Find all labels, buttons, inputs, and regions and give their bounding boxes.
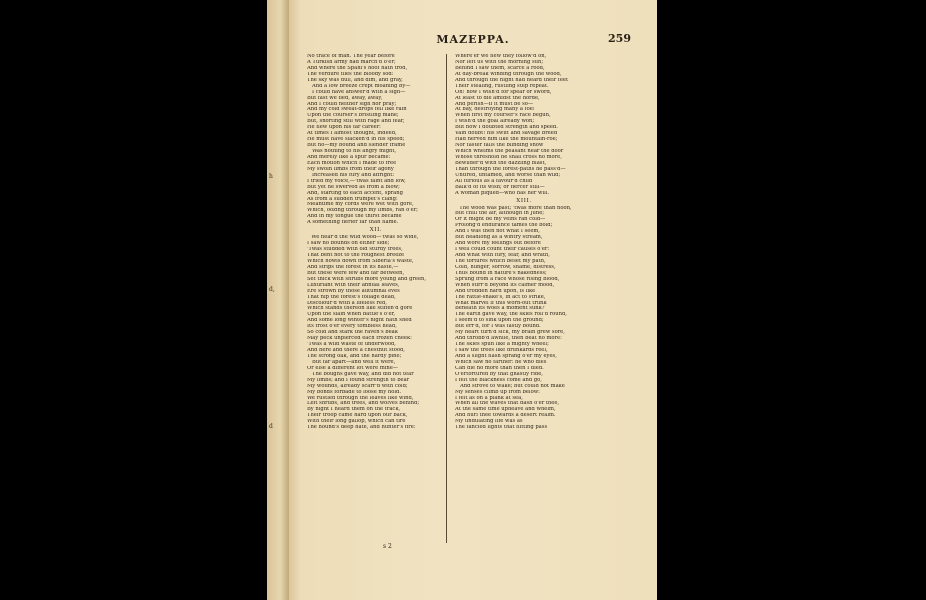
poem-line: But these were few and far between, — [307, 270, 405, 276]
poem-line: Which whelms the peasant near the door — [455, 149, 564, 154]
poem-line: All furious as a favour'd child — [455, 178, 533, 184]
poem-line: I tried my voice,—'twas faint and low, — [307, 178, 406, 184]
poem-line: But no—my bound and slender frame — [307, 143, 406, 149]
left-section-lines — [307, 235, 445, 431]
poem-line: May peck unpierced each frozen cheek: — [307, 336, 412, 342]
poem-line: The rattle-snake's, in act to strike, — [455, 294, 546, 300]
poem-line: Thus bound in nature's nakedness; — [455, 270, 547, 276]
poem-line: And through the night had heard their feet — [455, 77, 569, 83]
column-divider — [446, 54, 447, 543]
poem-line: Upon the slain when battle's o'er, — [307, 312, 396, 318]
poem-line: At least to die amidst the horde, — [455, 95, 540, 101]
poem-line: Was nothing to his angry might, — [312, 149, 397, 154]
poem-line: The sky was dull, and dim, and gray, — [307, 77, 403, 83]
right-section-lines — [455, 206, 593, 432]
poem-line: And throbb'd awhile, then beat no more: — [455, 336, 562, 342]
poem-line: Which howls down from Siberia's waste, — [307, 258, 414, 264]
poem-line: The strong oak, and the hardy pine; — [307, 353, 402, 359]
poem-line: I felt as on a plank at sea, — [455, 395, 523, 401]
right-column — [455, 54, 593, 431]
poem-line: My bonds forbade to loose my hold. — [307, 389, 402, 395]
poem-line: But yet he swerved as from a blow; — [307, 184, 400, 190]
poem-line: But headlong as a wintry stream, — [455, 235, 543, 241]
poem-line: As from a sudden trumpet's clang: — [307, 196, 398, 202]
poem-line: O'ertortured by that ghastly ride, — [455, 371, 543, 377]
poem-line: And strove to wake; but could not make — [460, 383, 565, 389]
right-stanza-lines — [455, 54, 593, 197]
poem-line: My swoln limbs from their agony — [307, 166, 394, 172]
poem-line: Whose threshold he shall cross no more, — [455, 154, 562, 160]
poem-line: At bay, destroying many a foe! — [455, 107, 535, 113]
poem-line: I saw no bounds on either side; — [307, 241, 390, 247]
poem-line: Sprung from a race whose rising blood, — [455, 276, 560, 282]
poem-line: Or else a different lot were mine— — [307, 365, 398, 371]
poem-line: But chill the air, although in June; — [455, 211, 545, 217]
poem-line: A woman piqued—who has her will. — [455, 190, 550, 196]
poem-line: Upon the courser's bristling mane; — [307, 113, 399, 119]
poem-line: Balk'd of its wish; or fiercer still— — [455, 184, 545, 190]
poem-line: That bent not to the roughest breeze — [307, 253, 405, 258]
poem-line: “ We near'd the wild wood—'twas so wide, — [307, 235, 419, 241]
poem-line: Nor left us with the morning sun; — [455, 59, 544, 65]
poem-line: Ere strown by those autumnal eves — [307, 288, 400, 294]
poem-line: Discolour'd with a lifeless red, — [307, 300, 387, 306]
poem-line: Vain doubt! his swift and savage breed — [455, 131, 558, 137]
poem-line: And I was then not what I seem, — [455, 229, 540, 235]
page-number: 259 — [608, 32, 631, 45]
poem-line: And where the Spahi's hoof hath trod, — [307, 65, 408, 71]
poem-line: The boughs gave way, and did not tear — [312, 371, 414, 377]
poem-line: And wore my feelings out before — [455, 241, 541, 247]
poem-line: When first my courser's race begun, — [455, 113, 551, 119]
poem-line: Each motion which I made to free — [307, 160, 397, 166]
poem-line: Set thick with shrubs more young and green, — [307, 276, 427, 282]
poem-line: My undulating life was as — [455, 419, 523, 425]
poem-line: Their troop came hard upon our back, — [307, 413, 408, 419]
poem-line: A Turkish army had march'd o'er; — [307, 59, 396, 65]
poem-line: Bewilder'd with the dazzling blast, — [455, 160, 547, 166]
poem-line: Or it might be my veins ran cold— — [455, 217, 546, 223]
poem-line: He flew upon his far career: — [307, 125, 381, 131]
poem-line: So cold and stark the raven's beak — [307, 330, 398, 336]
poem-line: At the same time upheave and whelm, — [455, 407, 556, 413]
poem-line: Meantime my cords were wet with gore, — [307, 202, 414, 208]
poem-line: At times I almost thought, indeed, — [307, 131, 397, 137]
poem-line: And strips the forest in its haste,— — [307, 264, 399, 270]
poem-line: And what with fury, fear, and wrath, — [455, 253, 550, 258]
poem-line: When all the waves that dash o'er thee, — [455, 401, 560, 407]
poem-line: That nip the forest's foliage dead, — [307, 294, 396, 300]
section-heading-xiii: XIII. — [516, 197, 532, 204]
poem-line: 'Twas studded with old sturdy trees, — [307, 247, 403, 253]
poem-line: But now I doubted strength and speed. — [455, 125, 558, 131]
poem-line: Which stands thereon like stiffen'd gore — [307, 306, 413, 312]
poem-line: The tortures which beset my path, — [455, 258, 546, 264]
poem-line: I seem'd to sink upon the ground; — [455, 318, 544, 324]
poem-line: I saw the trees like drunkards reel, — [455, 348, 548, 353]
poem-line: The earth gave way, the skies roll'd round, — [455, 312, 567, 318]
previous-page-edge: h d, d — [267, 0, 289, 600]
signature-mark: s 2 — [383, 543, 392, 550]
poem-line: And a low breeze crept moaning by— — [312, 83, 411, 89]
poem-line: And hurl thee towards a desert realm. — [455, 413, 556, 419]
poem-line: The hound's deep hate, and hunter's fire: — [307, 425, 416, 431]
poem-line: A something fierier far than flame. — [307, 220, 399, 226]
poem-line: And in my tongue the thirst became — [307, 214, 402, 220]
poem-line: Nor faster falls the blinding snow — [455, 143, 544, 149]
poem-line: He must have slacken'd in his speed; — [307, 137, 405, 143]
poem-line: But, snorting still with rage and fear, — [307, 119, 405, 125]
poem-line: And trodden hard upon, is like — [455, 288, 536, 294]
poem-line: What marvel if this worn-out trunk — [455, 300, 547, 306]
poem-line: But err'd, for I was fastly bound. — [455, 324, 541, 330]
poem-line: And I could neither sigh nor pray; — [307, 101, 397, 107]
poem-line: “ The wood was past; 'twas more than noon, — [455, 205, 572, 211]
left-stanza-lines — [307, 54, 445, 226]
poem-line: I wish'd the goal already won; — [455, 119, 535, 125]
poem-line: Their stealing, rustling step repeat. — [455, 83, 549, 89]
poem-line: I felt the blackness come and go, — [455, 377, 542, 383]
poem-line: Luxuriant with their annual leaves, — [307, 282, 400, 288]
left-column — [307, 54, 445, 431]
poem-line: And here and there a chestnut stood, — [307, 348, 405, 353]
poem-line: And my cold sweat-drops fell like rain — [307, 107, 407, 113]
poem-line: Beneath its woes a moment sunk? — [455, 306, 545, 312]
poem-line: At day-break winding through the wood, — [455, 71, 562, 77]
poem-line: With their long gallop, which can tire — [307, 419, 406, 425]
poem-line: The skies spun like a mighty wheel; — [455, 342, 549, 348]
poem-line: Which saw no farther: he who dies — [455, 359, 547, 365]
poem-line: My senses climb up from below: — [455, 389, 540, 395]
poem-line: Where'er we flew they follow'd on, — [455, 54, 547, 59]
running-title: MAZEPPA. — [436, 33, 510, 46]
poem-line: And, starting to each accent, sprang — [307, 190, 403, 196]
book-page — [289, 0, 657, 600]
poem-line: Oh! how I wish'd for spear or sword, — [455, 89, 552, 95]
poem-line: Which, oozing through my limbs, ran o'er; — [307, 208, 418, 214]
poem-line: Untired, untamed, and worse than wild; — [455, 172, 561, 178]
poem-line: And merely like a spur became: — [307, 154, 391, 160]
poem-line: We rustled through the leaves like wind, — [307, 395, 414, 401]
poem-line: The fancied lights that flitting pass — [455, 425, 548, 431]
poem-line: But far apart—and well it were, — [312, 359, 396, 365]
poem-line: Left shrubs, and trees, and wolves behind; — [307, 401, 420, 407]
poem-line: When stirr'd beyond its calmer mood, — [455, 282, 555, 288]
poem-line: Cold, hunger, sorrow, shame, distress, — [455, 264, 556, 270]
poem-line: No trace of man. The year before — [307, 54, 395, 59]
poem-line: And some long winter's night hath shed — [307, 318, 412, 324]
poem-line: 'Twas a wild waste of underwood, — [307, 342, 396, 348]
poem-line: My limbs; and I found strength to bear — [307, 377, 410, 383]
poem-line: My heart turn'd sick, my brain grew sore, — [455, 330, 565, 336]
poem-line: And a slight flash sprang o'er my eyes, — [455, 353, 557, 359]
poem-line: But fast we fled, away, away, — [307, 95, 383, 101]
poem-line: Can die no more than then I died. — [455, 365, 544, 371]
poem-line: I could have answer'd with a sigh— — [312, 89, 406, 95]
section-heading-xii: XII. — [369, 227, 383, 234]
poem-line: Had nerved him like the mountain-roe; — [455, 137, 558, 143]
poem-line: And perish—if it must be so— — [455, 101, 534, 107]
poem-line: My wounds, already scarr'd with cold; — [307, 383, 408, 389]
poem-line: By night I heard them on the track, — [307, 407, 401, 413]
poem-line: The verdure flies the bloody sod: — [307, 71, 394, 77]
poem-line: Than through the forest-paths he pass'd— — [455, 166, 566, 172]
poem-line: Behind I saw them, scarce a rood, — [455, 65, 545, 71]
poem-line: Prolong'd endurance tames the bold; — [455, 223, 553, 229]
poem-line: Increased his fury and affright: — [312, 172, 395, 178]
poem-line: Its frost o'er every tombless head, — [307, 324, 397, 330]
poem-line: I well could count their causes o'er: — [455, 247, 550, 253]
